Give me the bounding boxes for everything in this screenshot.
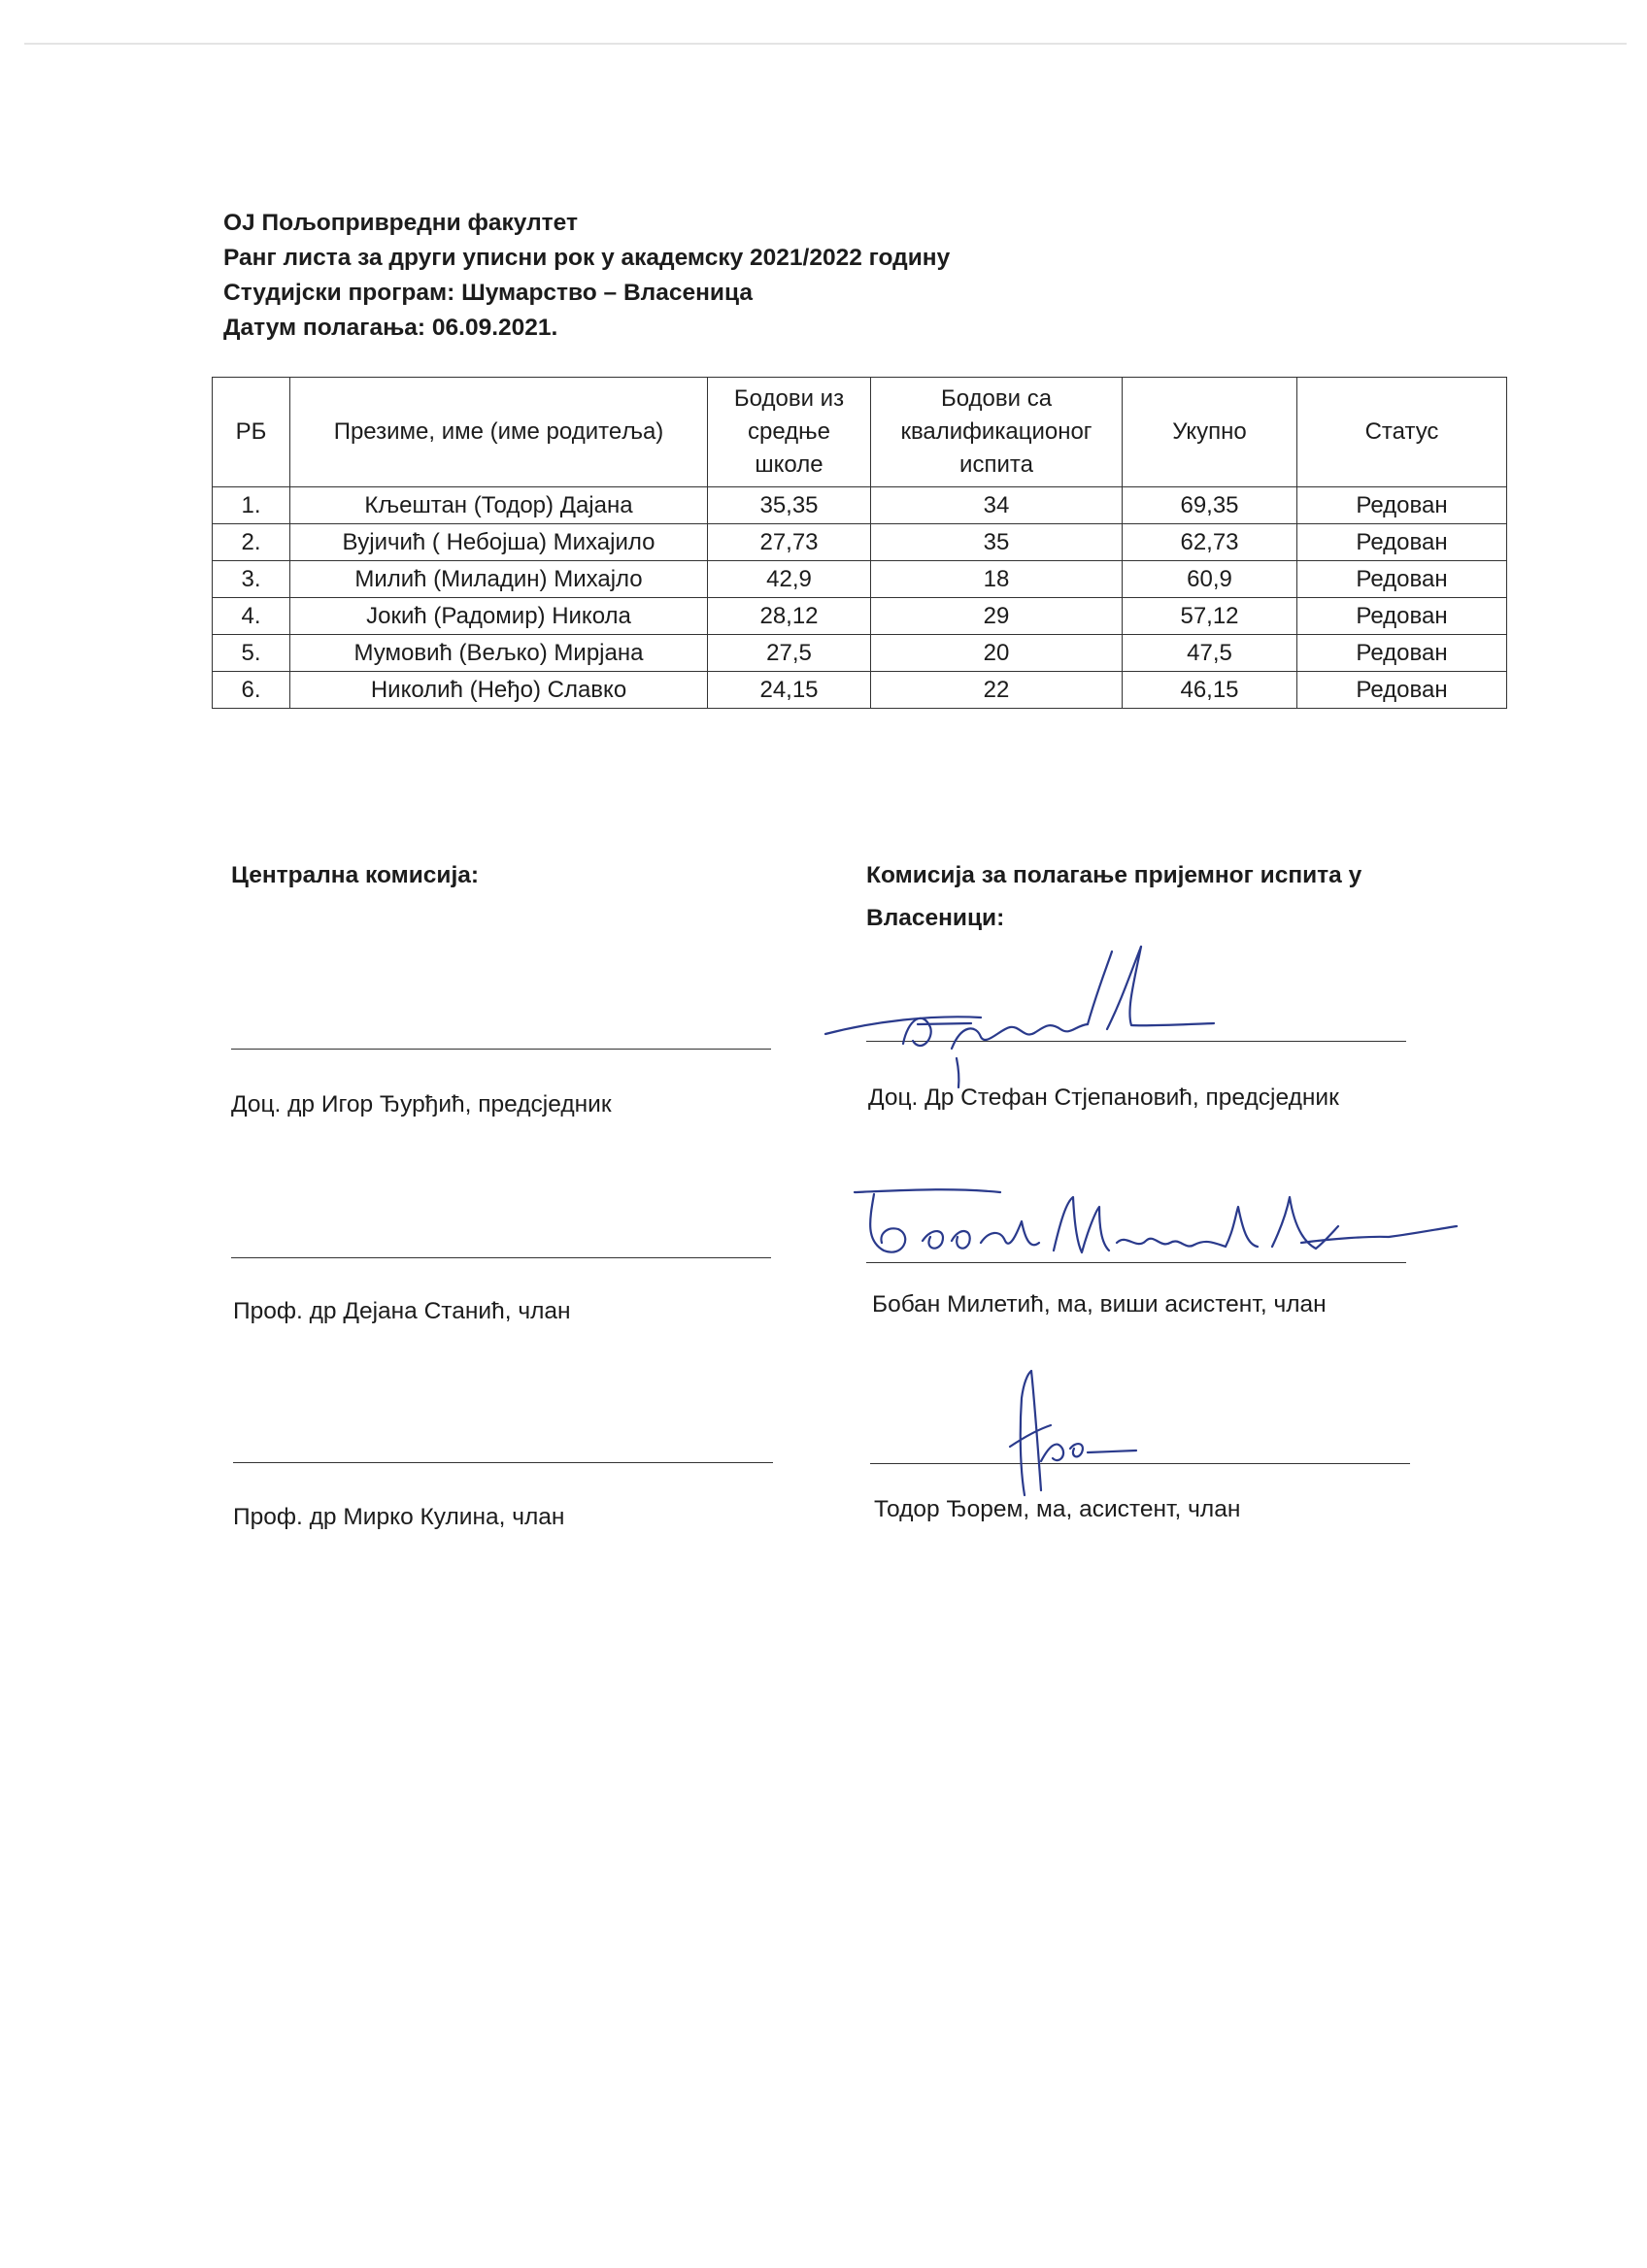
signature-line — [233, 1462, 773, 1463]
column-header: Презиме, име (име родитеља) — [290, 378, 708, 487]
cell-total: 60,9 — [1123, 561, 1297, 598]
cell-status: Редован — [1297, 635, 1507, 672]
column-header: Статус — [1297, 378, 1507, 487]
cell-status: Редован — [1297, 561, 1507, 598]
cell-rank: 6. — [213, 672, 290, 709]
cell-exam-points: 29 — [871, 598, 1123, 635]
cell-rank: 4. — [213, 598, 290, 635]
column-header: Бодови из средње школе — [708, 378, 871, 487]
signature-line — [231, 1049, 771, 1050]
commission-member: Тодор Ђорем, ма, асистент, члан — [874, 1496, 1241, 1522]
cell-exam-points: 35 — [871, 524, 1123, 561]
cell-name: Николић (Нeђo) Славко — [290, 672, 708, 709]
table-row — [213, 524, 1507, 561]
signature-djorem — [981, 1369, 1175, 1505]
cell-total: 57,12 — [1123, 598, 1297, 635]
list-title: Ранг листа за други уписни рок у академску 2021/2022 годину — [223, 245, 951, 271]
commission-member: Доц. Др Стефан Стјепановић, предсједник — [868, 1084, 1339, 1111]
cell-school-points: 24,15 — [708, 672, 871, 709]
signature-line — [231, 1257, 771, 1258]
commission-member: Доц. др Игор Ђурђић, предсједник — [231, 1091, 612, 1117]
cell-total: 62,73 — [1123, 524, 1297, 561]
commission-member: Бобан Милетић, ма, виши асистент, члан — [872, 1291, 1327, 1317]
cell-name: Вујичић ( Небојша) Михајило — [290, 524, 708, 561]
commission-member: Проф. др Мирко Кулина, члан — [233, 1504, 565, 1530]
cell-school-points: 42,9 — [708, 561, 871, 598]
commission-member: Проф. др Дејана Станић, члан — [233, 1298, 571, 1324]
cell-name: Мумовић (Вељко) Мирјана — [290, 635, 708, 672]
cell-exam-points: 22 — [871, 672, 1123, 709]
cell-total: 47,5 — [1123, 635, 1297, 672]
cell-status: Редован — [1297, 598, 1507, 635]
cell-status: Редован — [1297, 487, 1507, 524]
column-header: Бодови са квалификационог испита — [871, 378, 1123, 487]
cell-name: Милић (Миладин) Михајло — [290, 561, 708, 598]
cell-rank: 2. — [213, 524, 290, 561]
table-row — [213, 598, 1507, 635]
scan-edge — [24, 43, 1627, 45]
table-row — [213, 487, 1507, 524]
cell-exam-points: 20 — [871, 635, 1123, 672]
cell-rank: 3. — [213, 561, 290, 598]
document-header — [223, 206, 950, 346]
table-row — [213, 561, 1507, 598]
cell-total: 46,15 — [1123, 672, 1297, 709]
cell-status: Редован — [1297, 524, 1507, 561]
cell-exam-points: 18 — [871, 561, 1123, 598]
cell-name: Кљештан (Тодор) Дајана — [290, 487, 708, 524]
column-header: Укупно — [1123, 378, 1297, 487]
cell-rank: 1. — [213, 487, 290, 524]
table-header-row — [213, 378, 1507, 487]
cell-status: Редован — [1297, 672, 1507, 709]
exam-commission-title: Комисија за полагање пријемног испита у Власеници: — [866, 862, 1362, 931]
central-commission-title: Централна комисија: — [231, 862, 480, 888]
table-row — [213, 672, 1507, 709]
cell-school-points: 27,5 — [708, 635, 871, 672]
faculty-name: ОЈ Пољопривредни факултет — [223, 210, 578, 236]
cell-school-points: 27,73 — [708, 524, 871, 561]
column-header: РБ — [213, 378, 290, 487]
signature-miletic — [845, 1173, 1466, 1280]
cell-rank: 5. — [213, 635, 290, 672]
signature-stjepanovic — [816, 932, 1224, 1097]
exam-date: Датум полагања: 06.09.2021. — [223, 315, 558, 341]
cell-total: 69,35 — [1123, 487, 1297, 524]
study-program: Студијски програм: Шумарство – Власеница — [223, 280, 753, 306]
cell-exam-points: 34 — [871, 487, 1123, 524]
table-row — [213, 635, 1507, 672]
ranking-table — [212, 377, 1507, 709]
cell-name: Јокић (Радомир) Никола — [290, 598, 708, 635]
cell-school-points: 28,12 — [708, 598, 871, 635]
cell-school-points: 35,35 — [708, 487, 871, 524]
